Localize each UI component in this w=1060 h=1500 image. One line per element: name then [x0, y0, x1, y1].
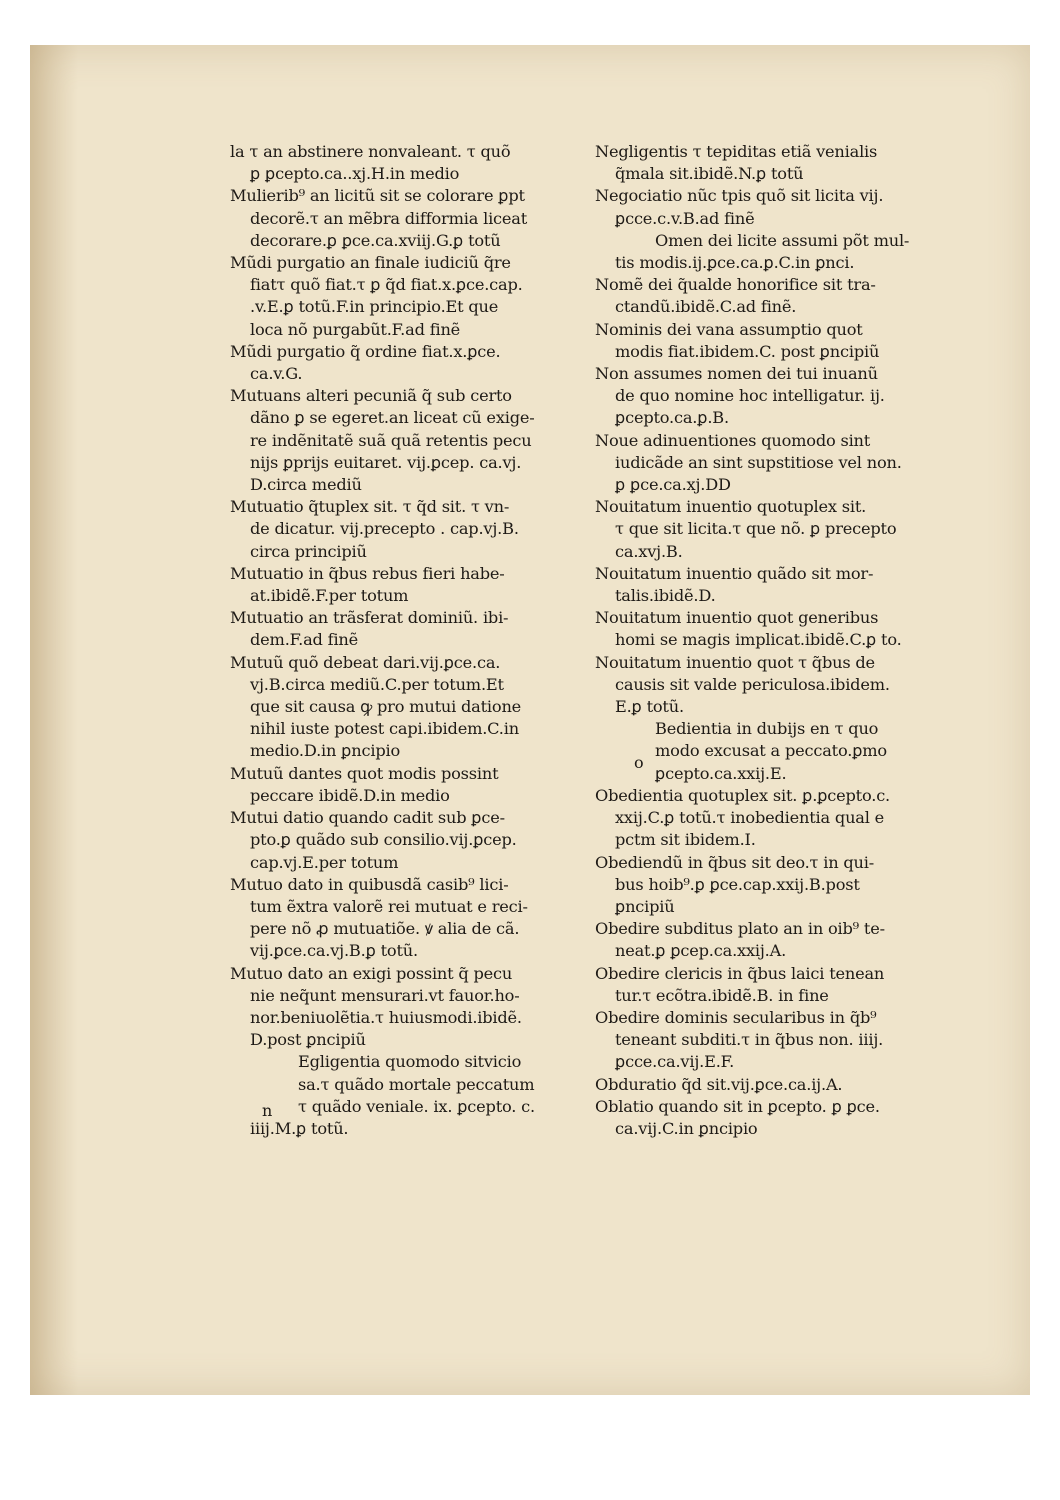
entry-line: Mutuans alteri pecuniã q̃ sub certo	[230, 386, 512, 406]
entry-line: loca nõ purgabũt.F.ad finẽ	[250, 319, 461, 339]
entry-line: Mũdi purgatio an finale iudiciũ q̃re	[230, 253, 511, 273]
entry-line: circa principiũ	[250, 541, 367, 561]
entry-line: tis modis.ij.ꝑce.ca.ꝑ.C.in ꝑnci.	[615, 253, 855, 273]
entry-line: ca.vij.C.in ꝑncipio	[615, 1118, 758, 1138]
left-column	[230, 141, 610, 1140]
entry-line: Mutuo dato in quibusdã casib⁹ lici-	[230, 874, 509, 894]
margin-letter-n: n	[262, 1101, 273, 1120]
index-entry	[230, 763, 610, 807]
entry-line: peccare ibidẽ.D.in medio	[250, 785, 450, 805]
entry-line: Mutuũ quõ debeat dari.vij.ꝑce.ca.	[230, 652, 501, 672]
entry-line: modis fiat.ibidem.C. post ꝑncipiũ	[615, 341, 880, 361]
entry-line: τ quãdo veniale. ix. ꝑcepto. c.	[298, 1096, 535, 1116]
index-entry	[595, 785, 1005, 852]
entry-line: ꝑ ꝑce.ca.xj.DD	[615, 475, 731, 495]
index-entry	[230, 652, 610, 763]
index-entry	[595, 319, 1005, 363]
entry-line: que sit causa ꝙ pro mutui datione	[250, 697, 522, 717]
index-entry	[230, 185, 610, 252]
entry-line: ꝑcce.c.v.B.ad finẽ	[615, 208, 755, 228]
index-entry	[595, 563, 1005, 607]
index-entry	[230, 385, 610, 496]
entry-line: vj.B.circa mediũ.C.per totum.Et	[250, 674, 504, 694]
entry-line: Obedire clericis in q̃bus laici tenean	[595, 963, 885, 983]
entry-line: Noue adinuentiones quomodo sint	[595, 430, 871, 450]
entry-line: pto.ꝑ quãdo sub consilio.vij.ꝑcep.	[250, 830, 517, 850]
entry-line: nihil iuste potest capi.ibidem.C.in	[250, 719, 519, 739]
index-entry	[595, 230, 1005, 274]
entry-line: D.circa mediũ	[250, 475, 362, 495]
entry-line: Obedire subditus plato an in oib⁹ te-	[595, 919, 885, 939]
entry-line: ꝑ ꝑcepto.ca..xj.H.in medio	[250, 164, 460, 184]
entry-line: xxij.C.ꝑ totũ.τ inobedientia qual e	[615, 808, 885, 828]
entry-line: dãno ꝑ se egeret.an liceat cũ exige-	[250, 408, 535, 428]
entry-line: ca.xvj.B.	[615, 541, 683, 561]
entry-line: bus hoib⁹.ꝑ ꝑce.cap.xxij.B.post	[615, 874, 860, 894]
entry-line: Mutuatio an trãsferat dominiũ. ibi-	[230, 608, 509, 628]
entry-line: teneant subditi.τ in q̃bus non. iiij.	[615, 1030, 884, 1050]
entry-line: fiatτ quõ fiat.τ ꝑ q̃d fiat.x.ꝑce.cap.	[250, 275, 523, 295]
entry-line: ctandũ.ibidẽ.C.ad finẽ.	[615, 297, 797, 317]
index-entry	[595, 430, 1005, 497]
entry-line: vij.ꝑce.ca.vj.B.ꝑ totũ.	[250, 941, 418, 961]
entry-line: Nouitatum inuentio quãdo sit mor-	[595, 563, 874, 583]
entry-line: cap.vj.E.per totum	[250, 852, 399, 872]
entry-line: ca.v.G.	[250, 364, 303, 384]
entry-line: Mutuatio q̃tuplex sit. τ q̃d sit. τ vn-	[230, 497, 510, 517]
index-entry	[595, 918, 1005, 962]
index-entry	[230, 1051, 610, 1140]
entry-line: .v.E.ꝑ totũ.F.in principio.Et que	[250, 297, 499, 317]
entry-line: dem.F.ad finẽ	[250, 630, 359, 650]
entry-line: homi se magis implicat.ibidẽ.C.ꝑ to.	[615, 630, 902, 650]
index-entry	[595, 363, 1005, 430]
entry-line: Mutuatio in q̃bus rebus fieri habe-	[230, 563, 505, 583]
entry-line: Obedire dominis secularibus in q̃b⁹	[595, 1007, 877, 1027]
index-entry	[595, 852, 1005, 919]
entry-line: Nouitatum inuentio quotuplex sit.	[595, 497, 867, 517]
entry-line: Egligentia quomodo sitvicio	[298, 1052, 522, 1072]
entry-line: τ que sit licita.τ que nõ. ꝑ precepto	[615, 519, 897, 539]
entry-line: Mũdi purgatio q̃ ordine fiat.x.ꝑce.	[230, 341, 501, 361]
index-entry	[595, 496, 1005, 563]
entry-line: Negociatio nũc tpis quõ sit licita vij.	[595, 186, 884, 206]
right-column	[595, 141, 1005, 1140]
index-entry	[230, 874, 610, 963]
index-entry	[595, 963, 1005, 1007]
index-entry	[595, 607, 1005, 651]
index-entry	[595, 1074, 1005, 1096]
entry-line: Nouitatum inuentio quot generibus	[595, 608, 879, 628]
index-entry	[230, 496, 610, 563]
entry-line: tur.τ ecõtra.ibidẽ.B. in fine	[615, 985, 829, 1005]
index-entry	[595, 652, 1005, 719]
entry-line: modo excusat a peccato.ꝑmo	[655, 741, 887, 761]
entry-line: ꝑcce.ca.vij.E.F.	[615, 1052, 735, 1072]
entry-line: ꝑncipiũ	[615, 896, 675, 916]
entry-line: de quo nomine hoc intelligatur. ij.	[615, 386, 885, 406]
entry-line: D.post ꝑncipiũ	[250, 1030, 366, 1050]
entry-line: Omen dei licite assumi põt mul-	[655, 230, 910, 250]
index-entry	[595, 141, 1005, 185]
entry-line: nie neq̃unt mensurari.vt fauor.ho-	[250, 985, 520, 1005]
entry-line: Nomẽ dei q̃ualde honorifice sit tra-	[595, 275, 876, 295]
entry-line: Nouitatum inuentio quot τ q̃bus de	[595, 652, 875, 672]
entry-line: pere nõ ꝓ mutuatiõe. ꝟ alia de cã.	[250, 919, 520, 939]
entry-line: q̃mala sit.ibidẽ.N.ꝑ totũ	[615, 164, 804, 184]
entry-line: causis sit valde periculosa.ibidem.	[615, 674, 890, 694]
entry-line: E.ꝑ totũ.	[615, 697, 684, 717]
entry-line: medio.D.in ꝑncipio	[250, 741, 400, 761]
entry-line: at.ibidẽ.F.per totum	[250, 586, 409, 606]
book-page	[30, 45, 1030, 1395]
entry-line: iudicãde an sint supstitiose vel non.	[615, 452, 902, 472]
entry-line: Mulierib⁹ an licitũ sit se colorare ꝑpt	[230, 186, 525, 206]
index-entry	[595, 1096, 1005, 1140]
index-entry	[230, 963, 610, 1052]
entry-line: Mutuo dato an exigi possint q̃ pecu	[230, 963, 513, 983]
entry-line: la τ an abstinere nonvaleant. τ quõ	[230, 142, 511, 161]
entry-line: ꝑcepto.ca.xxij.E.	[655, 763, 787, 783]
entry-line: decorẽ.τ an mẽbra difformia liceat	[250, 208, 528, 228]
entry-line: Obduratio q̃d sit.vij.ꝑce.ca.ij.A.	[595, 1074, 843, 1094]
entry-line: Obedientia quotuplex sit. ꝑ.ꝑcepto.c.	[595, 785, 891, 805]
entry-line: tum ẽxtra valorẽ rei mutuat e reci-	[250, 896, 528, 916]
index-entry	[595, 274, 1005, 318]
entry-line: ꝑcepto.ca.ꝑ.B.	[615, 408, 729, 428]
entry-line: Mutuũ dantes quot modis possint	[230, 763, 499, 783]
entry-line: Mutui datio quando cadit sub ꝑce-	[230, 808, 505, 828]
entry-line: re indẽnitatẽ suã quã retentis pecu	[250, 430, 532, 450]
index-entry	[230, 807, 610, 874]
margin-letter-o: o	[634, 753, 644, 772]
entry-line: iiij.M.ꝑ totũ.	[250, 1118, 349, 1138]
entry-line: Nominis dei vana assumptio quot	[595, 319, 863, 339]
entry-line: Oblatio quando sit in ꝑcepto. ꝑ ꝑce.	[595, 1096, 880, 1116]
index-entry	[230, 563, 610, 607]
index-entry	[595, 718, 1005, 785]
entry-line: Non assumes nomen dei tui inuanũ	[595, 364, 878, 384]
entry-line: nijs ꝑprijs euitaret. vij.ꝑcep. ca.vj.	[250, 452, 522, 472]
entry-line: sa.τ quãdo mortale peccatum	[298, 1074, 535, 1094]
entry-line: pctm sit ibidem.I.	[615, 830, 756, 850]
index-entry	[595, 185, 1005, 229]
bleed-through-header	[280, 85, 900, 145]
entry-line: Negligentis τ tepiditas etiã venialis	[595, 142, 878, 161]
entry-line: nor.beniuolẽtia.τ huiusmodi.ibidẽ.	[250, 1007, 522, 1027]
entry-line: de dicatur. vij.precepto . cap.vj.B.	[250, 519, 519, 539]
entry-line: Obediendũ in q̃bus sit deo.τ in qui-	[595, 852, 875, 872]
index-entry	[230, 607, 610, 651]
entry-line: decorare.ꝑ ꝑce.ca.xviij.G.ꝑ totũ	[250, 230, 501, 250]
index-entry	[230, 141, 610, 185]
index-entry	[595, 1007, 1005, 1074]
entry-line: Bedientia in dubijs en τ quo	[655, 719, 879, 739]
index-entry	[230, 252, 610, 341]
entry-line: neat.ꝑ ꝑcep.ca.xxij.A.	[615, 941, 787, 961]
index-entry	[230, 341, 610, 385]
entry-line: talis.ibidẽ.D.	[615, 586, 716, 606]
